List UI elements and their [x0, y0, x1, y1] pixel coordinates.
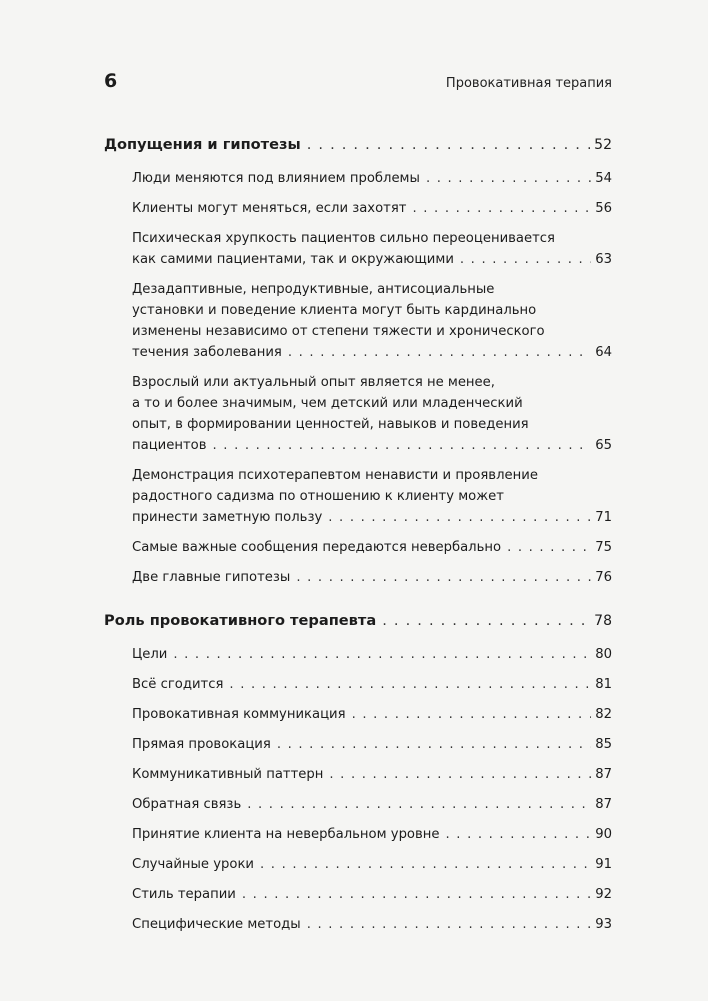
toc-entry-title-line: Провокативная коммуникация	[132, 707, 346, 722]
toc-entry-title-line: Люди меняются под влиянием проблемы	[132, 171, 420, 186]
toc-page-number: 56	[595, 201, 612, 216]
dot-leader	[277, 734, 591, 755]
toc-page-number: 78	[594, 613, 612, 629]
toc-section-entry[interactable]	[132, 794, 612, 815]
toc-page-number: 85	[595, 737, 612, 752]
dot-leader	[173, 644, 591, 665]
toc-entry-title-line: установки и поведение клиента могут быть кардинально	[132, 303, 537, 318]
toc-page-number: 81	[595, 677, 612, 692]
toc-section-entry[interactable]	[132, 279, 612, 363]
toc-section-entry[interactable]	[132, 734, 612, 755]
dot-leader	[328, 507, 591, 528]
dot-leader	[296, 567, 591, 588]
toc-entry-title-line: Случайные уроки	[132, 857, 255, 872]
dot-leader	[412, 198, 591, 219]
toc-section-entry[interactable]	[132, 537, 612, 558]
toc-entry-title-line: Взрослый или актуальный опыт является не менее,	[132, 375, 495, 390]
toc-chapter-entry[interactable]	[104, 134, 612, 156]
toc-entry-title-line: Принятие клиента на невербальном уровне	[132, 827, 440, 842]
toc-page-number: 52	[594, 137, 612, 153]
dot-leader	[382, 610, 590, 631]
toc-entry-title-line: Обратная связь	[132, 797, 242, 812]
toc-page-number: 92	[595, 887, 612, 902]
toc-chapter-entry[interactable]	[104, 610, 612, 632]
toc-entry-title-line: Коммуникативный паттерн	[132, 767, 324, 782]
toc-entry-title-line: Клиенты могут меняться, если захотят	[132, 201, 407, 216]
toc-section-entry[interactable]	[132, 644, 612, 665]
dot-leader	[329, 764, 591, 785]
toc-entry-title-line: Допущения и гипотезы	[104, 136, 301, 153]
toc-entry-title-line: Прямая провокация	[132, 737, 271, 752]
toc-entry-title-line: опыт, в формировании ценностей, навыков и поведения	[132, 417, 529, 432]
toc-page-number: 87	[595, 797, 612, 812]
toc-entry-title-line: пациентов	[132, 438, 207, 453]
table-of-contents	[104, 134, 612, 935]
toc-page-number: 64	[595, 345, 612, 360]
toc-page-number: 65	[595, 438, 612, 453]
dot-leader	[507, 537, 591, 558]
dot-leader	[426, 168, 591, 189]
dot-leader	[446, 824, 592, 845]
toc-entry-title-line: Специфические методы	[132, 917, 301, 932]
toc-entry-title-line: Всё сгодится	[132, 677, 224, 692]
toc-entry-title-line: Цели	[132, 647, 168, 662]
toc-entry-title-line: Психическая хрупкость пациентов сильно переоценивается	[132, 231, 555, 246]
toc-entry-title-line: Дезадаптивные, непродуктивные, антисоциальные	[132, 282, 495, 297]
toc-page-number: 90	[595, 827, 612, 842]
toc-section-entry[interactable]	[132, 465, 612, 528]
toc-entry-title-line: Две главные гипотезы	[132, 570, 291, 585]
dot-leader	[260, 854, 591, 875]
toc-entry-title-line: а то и более значимым, чем детский или младенческий	[132, 396, 523, 411]
toc-section-entry[interactable]	[132, 228, 612, 270]
toc-entry-title-line: течения заболевания	[132, 345, 282, 360]
toc-section-entry[interactable]	[132, 674, 612, 695]
toc-entry-title-line: Стиль терапии	[132, 887, 236, 902]
page-number: 6	[104, 70, 118, 92]
toc-page-number: 75	[595, 540, 612, 555]
toc-page-number: 87	[595, 767, 612, 782]
dot-leader	[352, 704, 592, 725]
toc-entry-title-line: как самими пациентами, так и окружающими	[132, 252, 454, 267]
toc-section-entry[interactable]	[132, 854, 612, 875]
toc-page-number: 54	[595, 171, 612, 186]
running-title: Провокативная терапия	[445, 76, 612, 91]
toc-page-number: 82	[595, 707, 612, 722]
toc-section-entry[interactable]	[132, 198, 612, 219]
toc-section-entry[interactable]	[132, 168, 612, 189]
toc-section-entry[interactable]	[132, 914, 612, 935]
toc-entry-title-line: принести заметную пользу	[132, 510, 323, 525]
toc-entry-title-line: Демонстрация психотерапевтом ненависти и проявление	[132, 468, 538, 483]
toc-page-number: 93	[595, 917, 612, 932]
dot-leader	[307, 914, 592, 935]
toc-entry-title-line: радостного садизма по отношению к клиенту может	[132, 489, 504, 504]
dot-leader	[213, 435, 592, 456]
dot-leader	[460, 249, 591, 270]
toc-section-entry[interactable]	[132, 884, 612, 905]
dot-leader	[247, 794, 591, 815]
toc-section-entry[interactable]	[132, 372, 612, 456]
dot-leader	[242, 884, 591, 905]
dot-leader	[288, 342, 591, 363]
dot-leader	[307, 134, 590, 155]
toc-page-number: 63	[595, 252, 612, 267]
toc-section-entry[interactable]	[132, 764, 612, 785]
toc-page-number: 71	[595, 510, 612, 525]
toc-page-number: 80	[595, 647, 612, 662]
toc-section-entry[interactable]	[132, 704, 612, 725]
toc-page-number: 76	[595, 570, 612, 585]
toc-section-entry[interactable]	[132, 824, 612, 845]
toc-entry-title-line: Роль провокативного терапевта	[104, 612, 377, 629]
dot-leader	[229, 674, 591, 695]
toc-entry-title-line: Самые важные сообщения передаются невербально	[132, 540, 502, 555]
toc-page-number: 91	[595, 857, 612, 872]
toc-entry-title-line: изменены независимо от степени тяжести и хронического	[132, 324, 545, 339]
toc-section-entry[interactable]	[132, 567, 612, 588]
